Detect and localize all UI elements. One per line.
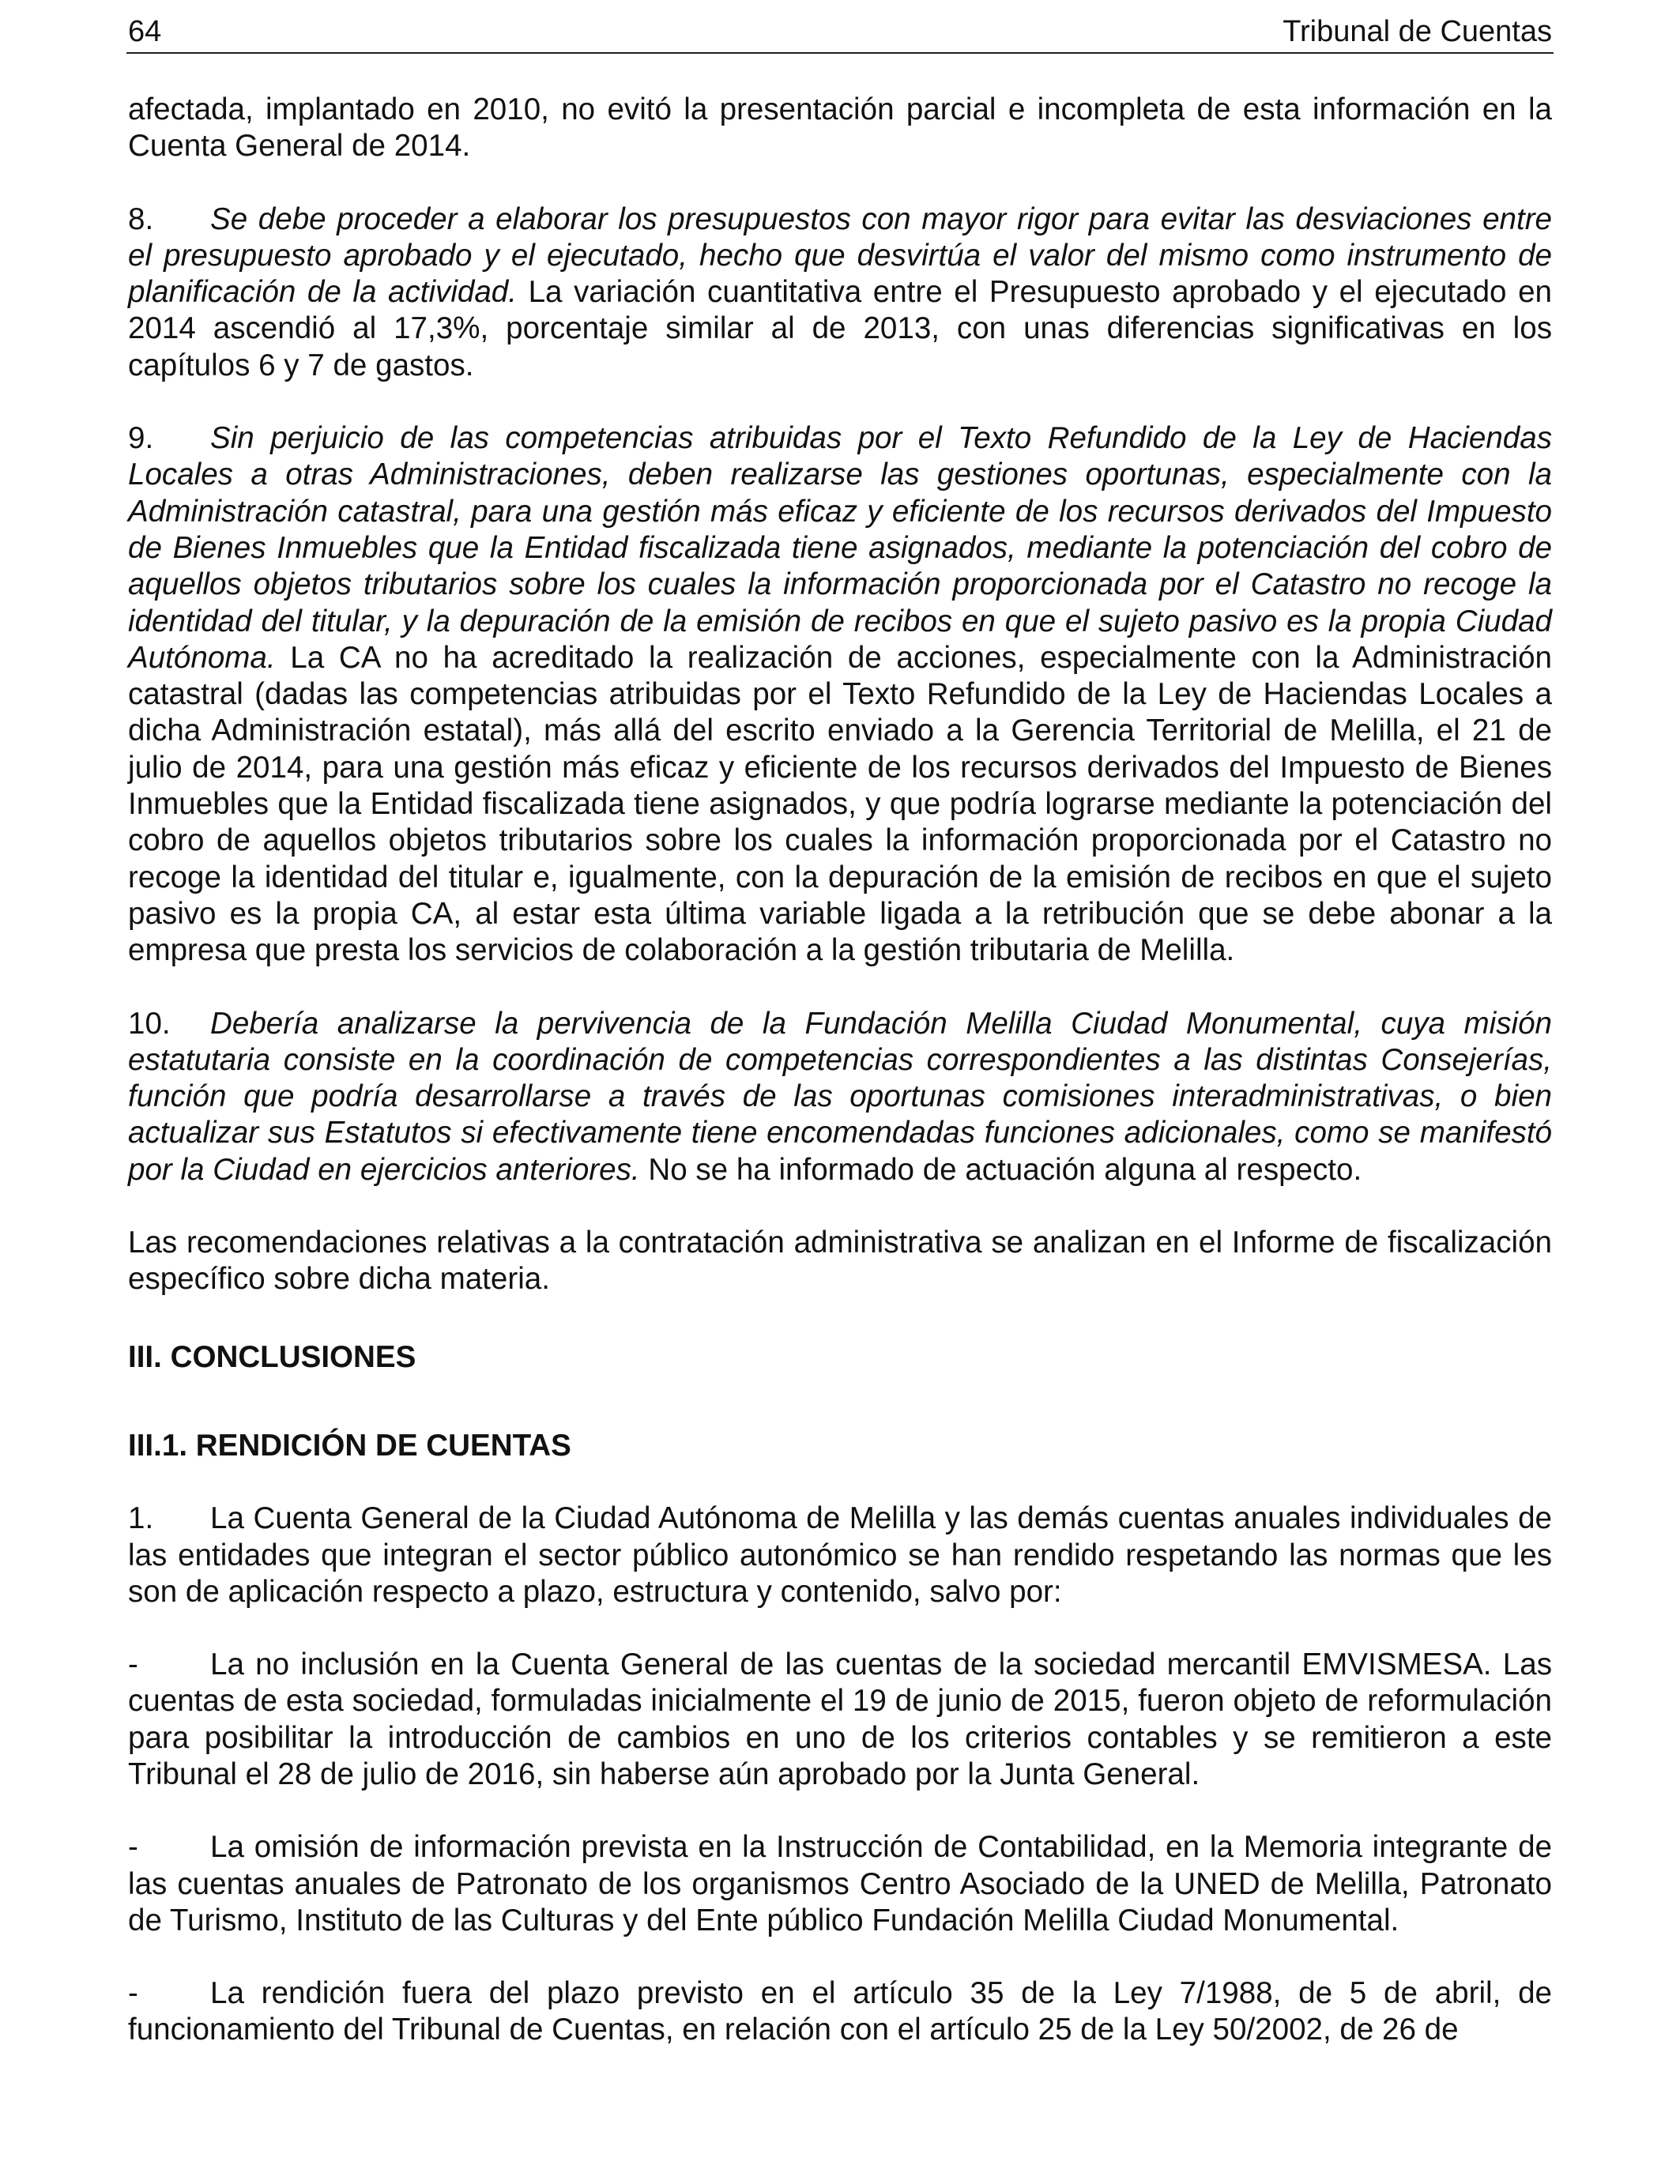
bullet-dash: - bbox=[128, 1647, 138, 1682]
recommendation-number: 8. bbox=[128, 201, 154, 236]
bullet-item bbox=[128, 1829, 1552, 1939]
bullet-item bbox=[128, 1647, 1552, 1793]
conclusion-text: La Cuenta General de la Ciudad Autónoma de Melilla y las demás cuentas anuales individuales de las entidades que integran el sector público autonómico se han rendido respetando las normas que les son de aplicación respecto a plazo, estructura y contenido, salvo por: bbox=[128, 1501, 1552, 1609]
conclusion-number: 1. bbox=[128, 1501, 154, 1536]
page-header bbox=[126, 11, 1554, 54]
paragraph-text: afectada, implantado en 2010, no evitó la presentación parcial e incompleta de esta información en la Cuenta General de 2014. bbox=[128, 92, 1552, 164]
recommendation-10 bbox=[128, 1006, 1552, 1188]
page-number: 64 bbox=[128, 15, 162, 48]
bullet-text: La rendición fuera del plazo previsto en el artículo 35 de la Ley 7/1988, de 5 de abril, de funcionamiento del Tribunal de Cuentas, en relación con el artículo 25 de la Ley 50/2002, de 26 de bbox=[128, 1976, 1552, 2047]
bullet-dash: - bbox=[128, 1976, 138, 2011]
recommendation-text: No se ha informado de actuación alguna al respecto. bbox=[639, 1152, 1362, 1187]
paragraph-continuation bbox=[128, 92, 1552, 165]
bullet-dash: - bbox=[128, 1830, 138, 1865]
running-title: Tribunal de Cuentas bbox=[1283, 15, 1552, 48]
bullet-item bbox=[128, 1975, 1552, 2049]
recommendation-9 bbox=[128, 420, 1552, 969]
recommendation-text: La CA no ha acreditado la realización de acciones, especialmente con la Administración catastral (dadas las competencias atribuidas por el Texto Refundido de la Ley de Haciendas Locales a dicha Administración estatal), más allá del escrito enviado a la Gerencia Territorial de Melilla, el 21 de julio de 2014, para una gestión más eficaz y eficiente de los recursos derivados del Impuesto de Bienes Inmuebles que la Entidad fiscalizada tiene asignados, y que podría lograrse mediante la potenciación del cobro de aquellos objetos tributarios sobre los cuales la información proporcionada por el Catastro no recoge la identidad del titular e, igualmente, con la depuración de la emisión de recibos en que el sujeto pasivo es la propia CA, al estar esta última variable ligada a la retribución que se debe abonar a la empresa que presta los servicios de colaboración a la gestión tributaria de Melilla. bbox=[128, 640, 1552, 968]
paragraph-text: Las recomendaciones relativas a la contratación administrativa se analizan en el Informe de fiscalización específico sobre dicha materia. bbox=[128, 1226, 1552, 1297]
section-heading-conclusiones: III. CONCLUSIONES bbox=[128, 1339, 416, 1374]
recommendation-italic-text: Debería analizarse la pervivencia de la Fundación Melilla Ciudad Monumental, cuya misión estatutaria consiste en la coordinación de competencias correspondientes a las distintas Consejerías, función que podría desarrollarse a través de las oportunas comisiones interadministrativas, o bien actualizar sus Estatutos si efectivamente tiene encomendadas funciones adicionales, como se manifestó por la Ciudad en ejercicios anteriores. bbox=[128, 1006, 1552, 1187]
recommendation-8 bbox=[128, 201, 1552, 384]
subsection-heading-rendicion: III.1. RENDICIÓN DE CUENTAS bbox=[128, 1428, 571, 1463]
recommendation-italic-text: Sin perjuicio de las competencias atribuidas por el Texto Refundido de la Ley de Haciendas Locales a otras Administraciones, deben realizarse las gestiones oportunas, especialmente con la Administración catastral, para una gestión más eficaz y eficiente de los recursos derivados del Impuesto de Bienes Inmuebles que la Entidad fiscalizada tiene asignados, mediante la potenciación del cobro de aquellos objetos tributarios sobre los cuales la información proporcionada por el Catastro no recoge la identidad del titular, y la depuración de la emisión de recibos en que el sujeto pasivo es la propia Ciudad Autónoma. bbox=[128, 421, 1552, 675]
recommendation-number: 10. bbox=[128, 1006, 171, 1041]
bullet-text: La no inclusión en la Cuenta General de las cuentas de la sociedad mercantil EMVISMESA. Las cuentas de esta sociedad, formuladas inicialmente el 19 de junio de 2015, fueron objeto de reformulación para posibilitar la introducción de cambios en uno de los criterios contables y se remitieron a este Tribunal el 28 de julio de 2016, sin haberse aún aprobado por la Junta General. bbox=[128, 1647, 1552, 1791]
bullet-text: La omisión de información prevista en la Instrucción de Contabilidad, en la Memoria integrante de las cuentas anuales de Patronato de los organismos Centro Asociado de la UNED de Melilla, Patronato de Turismo, Instituto de las Culturas y del Ente público Fundación Melilla Ciudad Monumental. bbox=[128, 1830, 1552, 1937]
contratacion-paragraph bbox=[128, 1225, 1552, 1298]
recommendation-italic-text: Se debe proceder a elaborar los presupuestos con mayor rigor para evitar las desviaciones entre el presupuesto aprobado y el ejecutado, hecho que desvirtúa el valor del mismo como instrumento de planificación de la actividad. bbox=[128, 201, 1552, 310]
conclusion-1 bbox=[128, 1501, 1552, 1610]
recommendation-number: 9. bbox=[128, 421, 154, 456]
recommendation-text: La variación cuantitativa entre el Presupuesto aprobado y el ejecutado en 2014 ascendió al 17,3%, porcentaje similar al de 2013, con unas diferencias significativas en los capítulos 6 y 7 de gastos. bbox=[128, 275, 1552, 382]
page-body bbox=[128, 92, 1552, 2085]
